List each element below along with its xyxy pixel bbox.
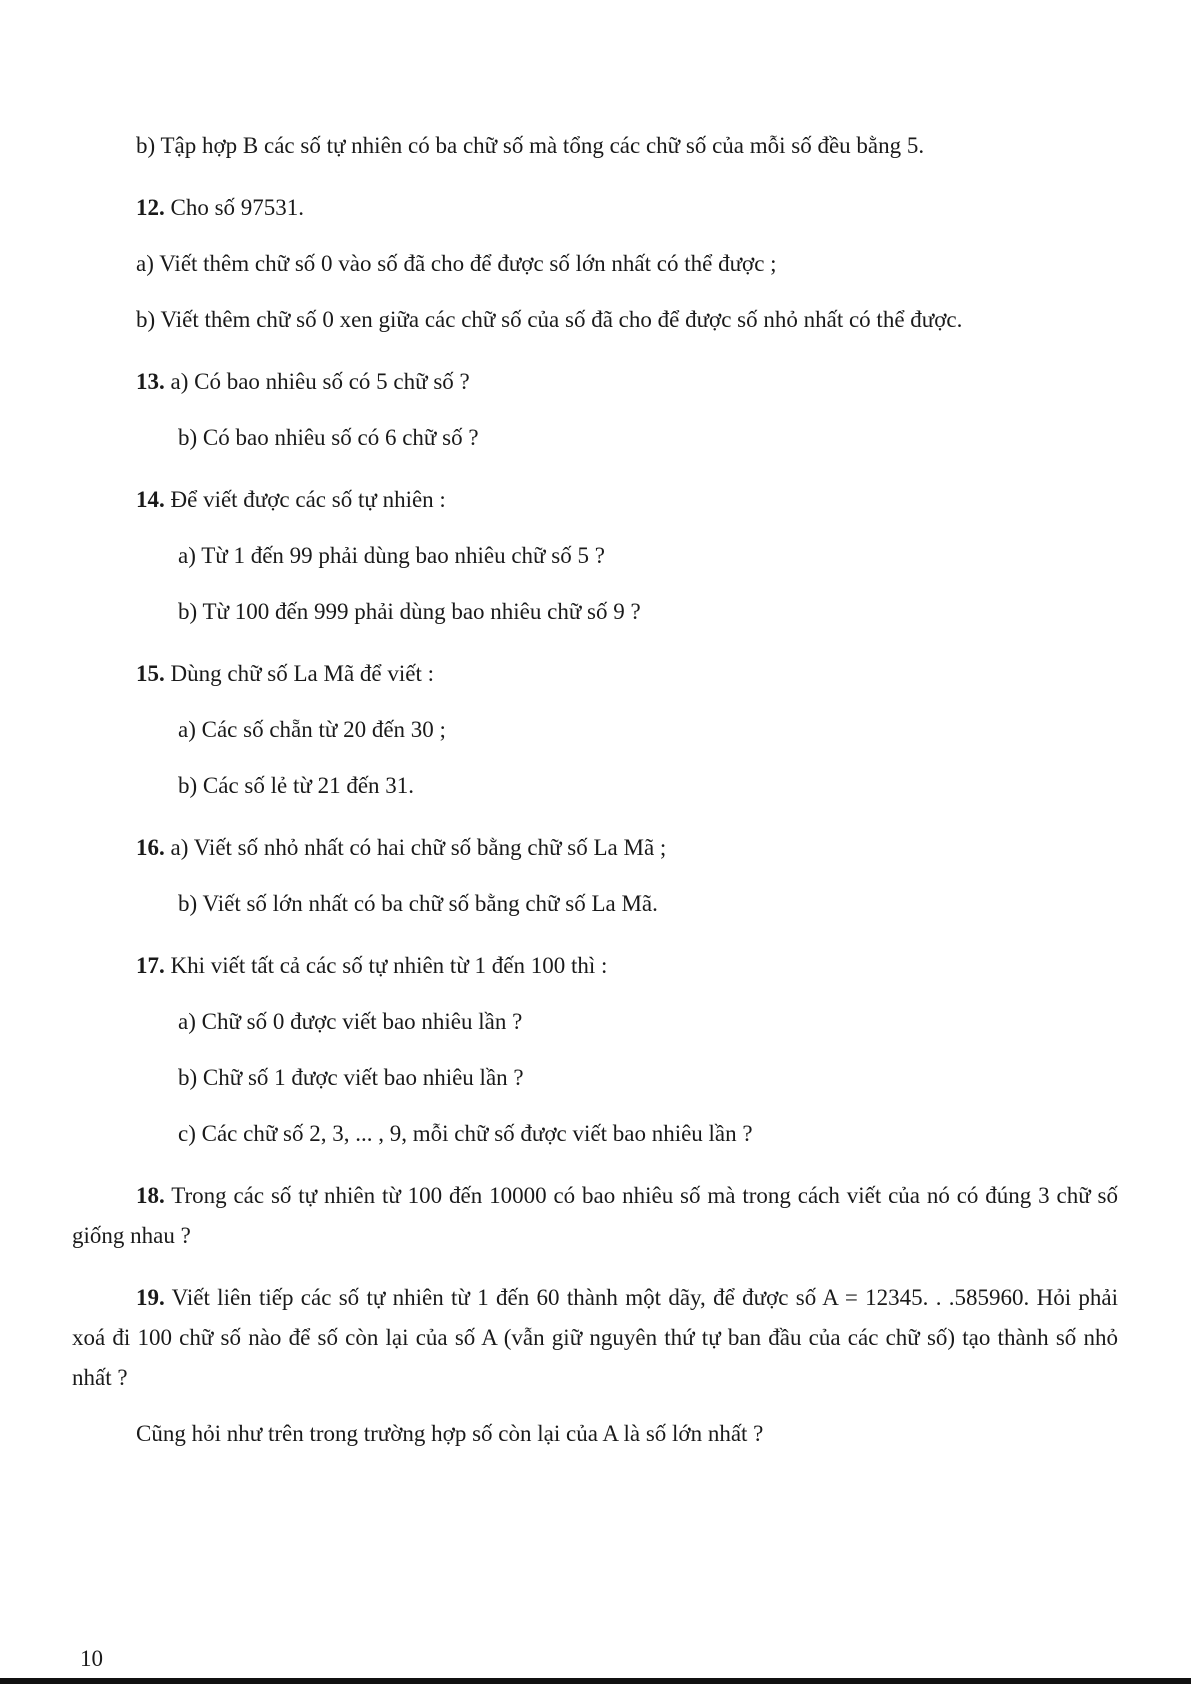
exercise-text: Cho số 97531.	[170, 195, 305, 220]
exercise-list	[72, 126, 1118, 1454]
exercise-15a: a) Các số chẵn từ 20 đến 30 ;	[178, 717, 446, 742]
exercise-11b: b) Tập hợp B các số tự nhiên có ba chữ số mà tổng các chữ số của mỗi số đều bằng 5.	[136, 133, 925, 158]
exercise-number: 15.	[136, 661, 165, 686]
exercise-text: Để viết được các số tự nhiên :	[170, 487, 446, 512]
exercise-17a: a) Chữ số 0 được viết bao nhiêu lần ?	[178, 1009, 523, 1034]
exercise-number: 17.	[136, 953, 165, 978]
bottom-border	[0, 1678, 1191, 1684]
page-number: 10	[80, 1646, 103, 1671]
exercise-14	[72, 480, 1118, 520]
exercise-17c: c) Các chữ số 2, 3, ... , 9, mỗi chữ số được viết bao nhiêu lần ?	[178, 1121, 753, 1146]
exercise-17b: b) Chữ số 1 được viết bao nhiêu lần ?	[178, 1065, 524, 1090]
exercise-13b: b) Có bao nhiêu số có 6 chữ số ?	[178, 425, 479, 450]
exercise-text: a) Viết số nhỏ nhất có hai chữ số bằng chữ số La Mã ;	[170, 835, 667, 860]
exercise-15b: b) Các số lẻ từ 21 đến 31.	[178, 773, 415, 798]
exercise-15	[72, 654, 1118, 694]
exercise-text: Viết liên tiếp các số tự nhiên từ 1 đến 60 thành một dãy, để được số A = 12345. . .585960. Hỏi phải xoá đi 100 chữ số nào để số còn lại của số A (vẫn giữ nguyên thứ tự ban đầu của các chữ số) tạo thành số nhỏ nhất ?	[72, 1285, 1118, 1390]
exercise-16	[72, 828, 1118, 868]
exercise-17	[72, 946, 1118, 986]
exercise-14a: a) Từ 1 đến 99 phải dùng bao nhiêu chữ số 5 ?	[178, 543, 605, 568]
exercise-text: a) Có bao nhiêu số có 5 chữ số ?	[170, 369, 470, 394]
exercise-text: Trong các số tự nhiên từ 100 đến 10000 có bao nhiêu số mà trong cách viết của nó có đúng 3 chữ số giống nhau ?	[72, 1183, 1118, 1248]
exercise-18	[72, 1176, 1118, 1256]
exercise-12a: a) Viết thêm chữ số 0 vào số đã cho để được số lớn nhất có thể được ;	[136, 251, 777, 276]
exercise-text: Dùng chữ số La Mã để viết :	[170, 661, 434, 686]
exercise-number: 12.	[136, 195, 165, 220]
exercise-number: 14.	[136, 487, 165, 512]
exercise-text: Khi viết tất cả các số tự nhiên từ 1 đến 100 thì :	[170, 953, 608, 978]
exercise-number: 13.	[136, 369, 165, 394]
exercise-19-followup: Cũng hỏi như trên trong trường hợp số còn lại của A là số lớn nhất ?	[136, 1421, 764, 1446]
exercise-12	[72, 188, 1118, 228]
exercise-number: 18.	[136, 1183, 165, 1208]
exercise-number: 16.	[136, 835, 165, 860]
exercise-16b: b) Viết số lớn nhất có ba chữ số bằng chữ số La Mã.	[178, 891, 658, 916]
exercise-14b: b) Từ 100 đến 999 phải dùng bao nhiêu chữ số 9 ?	[178, 599, 641, 624]
exercise-13	[72, 362, 1118, 402]
exercise-19	[72, 1278, 1118, 1398]
exercise-number: 19.	[136, 1285, 165, 1310]
exercise-12b: b) Viết thêm chữ số 0 xen giữa các chữ số của số đã cho để được số nhỏ nhất có thể được.	[136, 307, 963, 332]
